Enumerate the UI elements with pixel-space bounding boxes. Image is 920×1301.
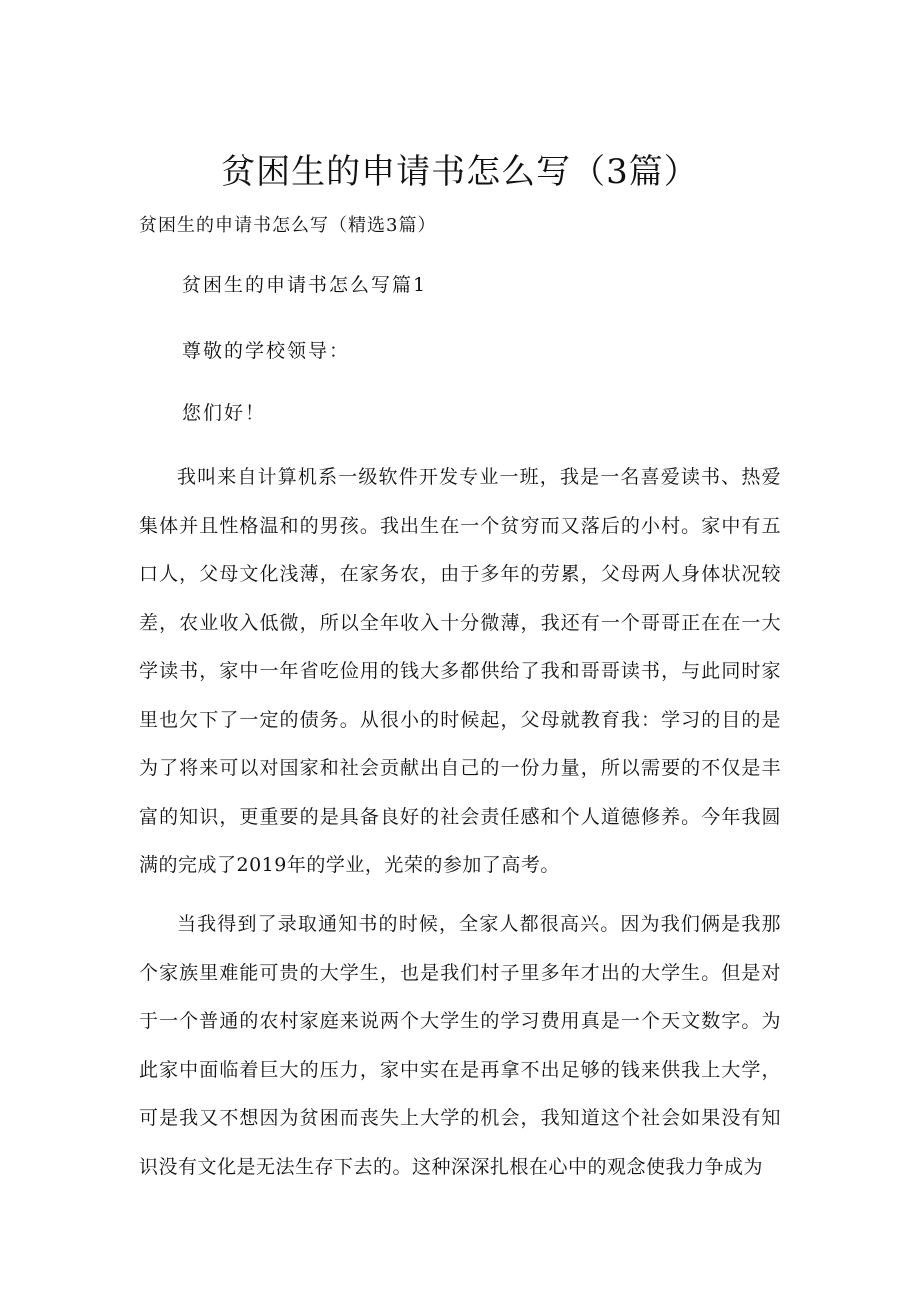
section-heading: 贫困生的申请书怎么写篇1 xyxy=(182,274,428,296)
body-paragraph-2: 当我得到了录取通知书的时候，全家人都很高兴。因为我们俩是我那个家族里难能可贵的大学生，也是我们村子里多年才出的大学生。但是对于一个普通的农村家庭来说两个大学生的学习费用真是一个天文数字。为此家中面临着巨大的压力，家中实在是再拿不出足够的钱来供我上大学，可是我又不想因为贫困而丧失上大学的机会，我知道这个社会如果没有知识没有文化是无法生存下去的。这种深深扎根在心中的观念使我力争成为 xyxy=(139,913,781,1178)
greeting: 您们好！ xyxy=(182,402,267,424)
salutation: 尊敬的学校领导： xyxy=(182,340,351,362)
document-subtitle: 贫困生的申请书怎么写（精选3篇） xyxy=(139,215,437,236)
document-title: 贫困生的申请书怎么写（3篇） xyxy=(221,152,699,192)
body-paragraph-1: 我叫来自计算机系一级软件开发专业一班，我是一名喜爱读书、热爱集体并且性格温和的男孩。我出生在一个贫穷而又落后的小村。家中有五口人，父母文化浅薄，在家务农，由于多年的劳累，父母两人身体状况较差，农业收入低微，所以全年收入十分微薄，我还有一个哥哥正在在一大学读书，家中一年省吃俭用的钱大多都供给了我和哥哥读书，与此同时家里也欠下了一定的债务。从很小的时候起，父母就教育我：学习的目的是为了将来可以对国家和社会贡献出自己的一份力量，所以需要的不仅是丰富的知识，更重要的是具备良好的社会责任感和个人道德修养。今年我圆满的完成了2019年的学业，光荣的参加了高考。 xyxy=(139,466,781,876)
